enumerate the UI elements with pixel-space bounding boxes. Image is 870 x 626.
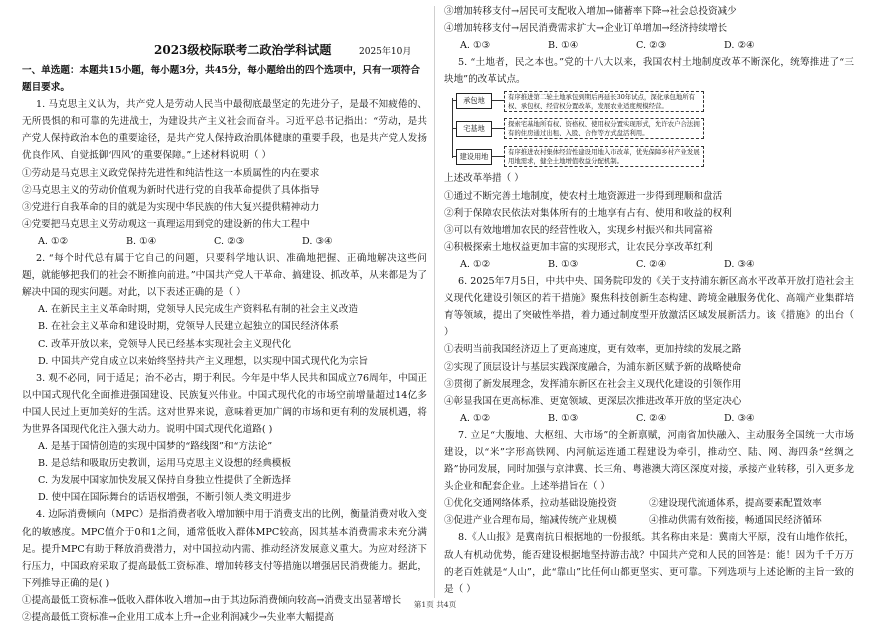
question-4-choices [444, 37, 854, 54]
question-2-option: C. 改革开放以来，党领导人民已经基本实现社会主义现代化 [38, 338, 291, 350]
question-8-stem: 8.《人山报》是冀南抗日根据地的一份报纸。其名称由来是：冀南大平原，没有山地作依托，敌人有机动优势，能否建设根据地坚持游击战？中国共产党和人民的回答是：能！因为千千万万的老百姓就是“人山”，此“靠山”比任何山都更坚实、更可靠。下列选项与上述论断的主旨一致的是（ ） [444, 532, 854, 595]
diagram-connector [492, 156, 504, 157]
exam-date: 2025年10月 [359, 47, 412, 57]
question-3-option: C. 为发展中国家加快发展又保持自身独立性提供了全新选择 [38, 475, 291, 487]
question-3-option: B. 是总结和吸取历史教训，运用马克思主义设想的经典模板 [38, 458, 291, 470]
diagram-connector [492, 100, 504, 101]
question-7-options-row [444, 495, 854, 512]
question-1-option: ①劳动是马克思主义政党保持先进性和纯洁性这一本质属性的内在要求 [22, 167, 320, 179]
choice-a[interactable]: A. ①② [460, 412, 491, 424]
question-5-stem: 5. “土地者，民之本也。”党的十八大以来，我国农村土地制度改革不断深化，统筹推进了“三块地”的改革试点。 [444, 57, 854, 86]
diagram-text-construction-land: 有序推进农村集体经营性建设用地入市改革，优先保障乡村产业发展用地需求，健全土地增值收益分配机制。 [504, 146, 704, 167]
question-5-option: ①通过不断完善土地制度，使农村土地资源进一步得到理顺和盘活 [444, 190, 723, 202]
diagram-connector [492, 128, 504, 129]
choice-a[interactable]: A. ①③ [460, 40, 491, 52]
question-7-stem: 7. 立足“大腹地、大枢纽、大市场”的全新禀赋，河南省加快融入、主动服务全国统一大市场建设，以“米”字形高铁网、内河航运连通工程建设为牵引，推动空、陆、网、海四条“丝绸之路”协同发展，同时加强与京津冀、长三角、粤港澳大湾区深度对接，承接产业转移，引入更多龙头企业和配套企业。上述举措旨在（ ） [444, 429, 854, 493]
question-5-option: ③可以有效地增加农民的经营性收入，实现乡村振兴和共同富裕 [444, 224, 713, 236]
question-5-lead: 上述改革举措（ ） [444, 173, 524, 185]
question-4-option: ②提高最低工资标准→企业用工成本上升→企业利润减少→失业率大幅提高 [22, 612, 334, 623]
question-4-option: ①提高最低工资标准→低收入群体收入增加→由于其边际消费倾向较高→消费支出显著增长 [22, 594, 402, 606]
choice-c[interactable]: C. ②③ [214, 235, 245, 247]
choice-a[interactable]: A. ①② [38, 235, 69, 247]
question-4-option: ④增加转移支付→居民消费需求扩大→企业订单增加→经济持续增长 [444, 23, 728, 35]
question-6-stem: 6. 2025年7月5日，中共中央、国务院印发的《关于支持浦东新区高水平改革开放打造社会主义现代化建设引领区的若干措施》聚焦科技创新生态构建、跨境金融服务优化、高端产业集群培育等领域，提出了突破性举措，着力通过制度型开放激活区域发展新活力。该《措施》的出台（ ） [444, 276, 854, 339]
question-3-option: D. 使中国在国际舞台的话语权增强，不断引领人类文明进步 [38, 492, 292, 504]
question-6-option: ④彰显我国在更高标准、更宽领域、更深层次推进改革开放的坚定决心 [444, 395, 742, 407]
choice-b[interactable]: B. ①④ [126, 235, 157, 247]
choice-d[interactable]: D. ③④ [724, 258, 755, 270]
question-7-options-row [444, 512, 854, 529]
choice-d[interactable]: D. ③④ [302, 235, 333, 247]
choice-c[interactable]: C. ②④ [636, 412, 667, 424]
question-7-option: ③促进产业合理布局，缩减传统产业规模 [444, 515, 617, 527]
question-7-option: ①优化交通网络体系，拉动基础设施投资 [444, 498, 617, 510]
column-divider [434, 6, 435, 598]
question-5-choices [444, 256, 854, 273]
question-7-option: ②建设现代流通体系，提高要素配置效率 [649, 498, 822, 510]
choice-c[interactable]: C. ②③ [636, 40, 667, 52]
question-4-option: ③增加转移支付→居民可支配收入增加→储蓄率下降→社会总投资减少 [444, 6, 737, 17]
diagram-label-homestead: 宅基地 [456, 121, 492, 137]
question-5-option: ④积极探索土地权益更加丰富的实现形式，让农民分享改革红利 [444, 241, 713, 253]
choice-a[interactable]: A. ①② [460, 258, 491, 270]
question-2-option: D. 中国共产党自成立以来始终坚持共产主义理想，以实现中国式现代化为宗旨 [38, 355, 369, 367]
question-2-option: B. 在社会主义革命和建设时期，党领导人民建立起独立的国民经济体系 [38, 321, 339, 333]
question-2-stem: 2. “每个时代总有属于它自己的问题，只要科学地认识、准确地把握、正确地解决这些问题，就能够把我们的社会不断推向前进。”中国共产党人干革命、搞建设、抓改革，从来都是为了解决中国的现实问题。对此，以下表述正确的是（ ） [22, 253, 427, 299]
choice-d[interactable]: D. ③④ [724, 412, 755, 424]
diagram-text-contract-land: 有序推进第二轮土地承包到期后再延长30年试点，深化承包地所有权、承包权、经营权分置改革，发展农业适度规模经营。 [504, 91, 704, 112]
title-row [22, 40, 427, 60]
exam-title: 2023级校际联考二政治学科试题 [154, 43, 332, 57]
question-1-option: ③党进行自我革命的目的就是为实现中华民族的伟大复兴提供精神动力 [22, 201, 320, 213]
section-heading: 一、单选题：本题共15小题，每小题3分，共45分，每小题给出的四个选项中，只有一项符合题目要求。 [22, 65, 420, 94]
question-3-option: A. 是基于国情创造的实现中国梦的“路线图”和“方法论” [38, 441, 273, 453]
question-1-choices [22, 233, 427, 250]
choice-b[interactable]: B. ①④ [548, 40, 579, 52]
diagram-text-homestead: 探索宅基地所有权、资格权、使用权分置实现形式，允许农户合法拥有的住房通过出租、入股、合作等方式盘活利用。 [504, 118, 704, 139]
question-1-option: ②马克思主义的劳动价值观为新时代进行党的自我革命提供了具体指导 [22, 184, 320, 196]
choice-b[interactable]: B. ①③ [548, 412, 579, 424]
question-7-option: ④推动供需有效衔接，畅通国民经济循环 [649, 515, 822, 527]
question-2-option: A. 在新民主主义革命时期，党领导人民完成生产资料私有制的社会主义改造 [38, 304, 359, 316]
choice-b[interactable]: B. ①③ [548, 258, 579, 270]
land-reform-diagram [444, 90, 854, 168]
question-6-option: ③贯彻了新发展理念，发挥浦东新区在社会主义现代化建设的引领作用 [444, 378, 742, 390]
left-column [22, 4, 427, 626]
choice-c[interactable]: C. ②④ [636, 258, 667, 270]
question-1-stem: 1. 马克思主义认为，共产党人是劳动人民当中最彻底最坚定的先进分子，是最不知疲倦的、无所畏惧的和可靠的先进战士，为建设共产主义社会而奋斗。习近平总书记指出：“劳动，是共产党人保持政治本色的重要途径，是共产党人保持政治肌体健康的重要手段，也是共产党人发扬优良作风、自觉抵御‘四风’的重要保障。”上述材料说明（ ） [22, 99, 427, 162]
question-6-choices [444, 410, 854, 427]
question-5-option: ②利于保障农民依法对集体所有的土地享有占有、使用和收益的权利 [444, 207, 732, 219]
question-6-option: ①表明当前我国经济迈上了更高速度，更有效率，更加持续的发展之路 [444, 344, 742, 356]
page-footer: 第1页 共4页 [413, 600, 457, 609]
question-4-stem: 4. 边际消费倾向（MPC）是指消费者收入增加额中用于消费支出的比例，衡量消费对收入变化的敏感度。MPC值介于0和1之间，通常低收入群体MPC较高，因其基本消费需求未充分满足。提升MPC有助于释放消费潜力，对中国拉动内需、推动经济发展意义重大。为应对经济下行压力，中国政府采取了提高最低工资标准、增加转移支付等措施以增强居民消费能力。据此，下列推导正确的是( ) [22, 509, 427, 589]
right-column [444, 3, 854, 598]
question-1-option: ④党要把马克思主义劳动观这一真理运用到党的建设新的伟大工程中 [22, 218, 310, 230]
question-3-stem: 3. 观不必同，同于适足；治不必古，期于利民。今年是中华人民共和国成立76周年，中国正以中国式现代化全面推进强国建设、民族复兴伟业。中国式现代化的市场空前增量超过14亿多中国人民过上更加美好的生活。这对世界来说，意味着更加广阔的市场和更有利的发展机遇，将为世界各国现代化注入强大动力。说明中国式现代化道路( ) [22, 372, 427, 435]
diagram-label-construction-land: 建设用地 [456, 149, 492, 165]
diagram-label-contract-land: 承包地 [456, 93, 492, 109]
question-6-option: ②实现了顶层设计与基层实践深度融合，为浦东新区赋予新的战略使命 [444, 361, 742, 373]
choice-d[interactable]: D. ②④ [724, 40, 755, 52]
